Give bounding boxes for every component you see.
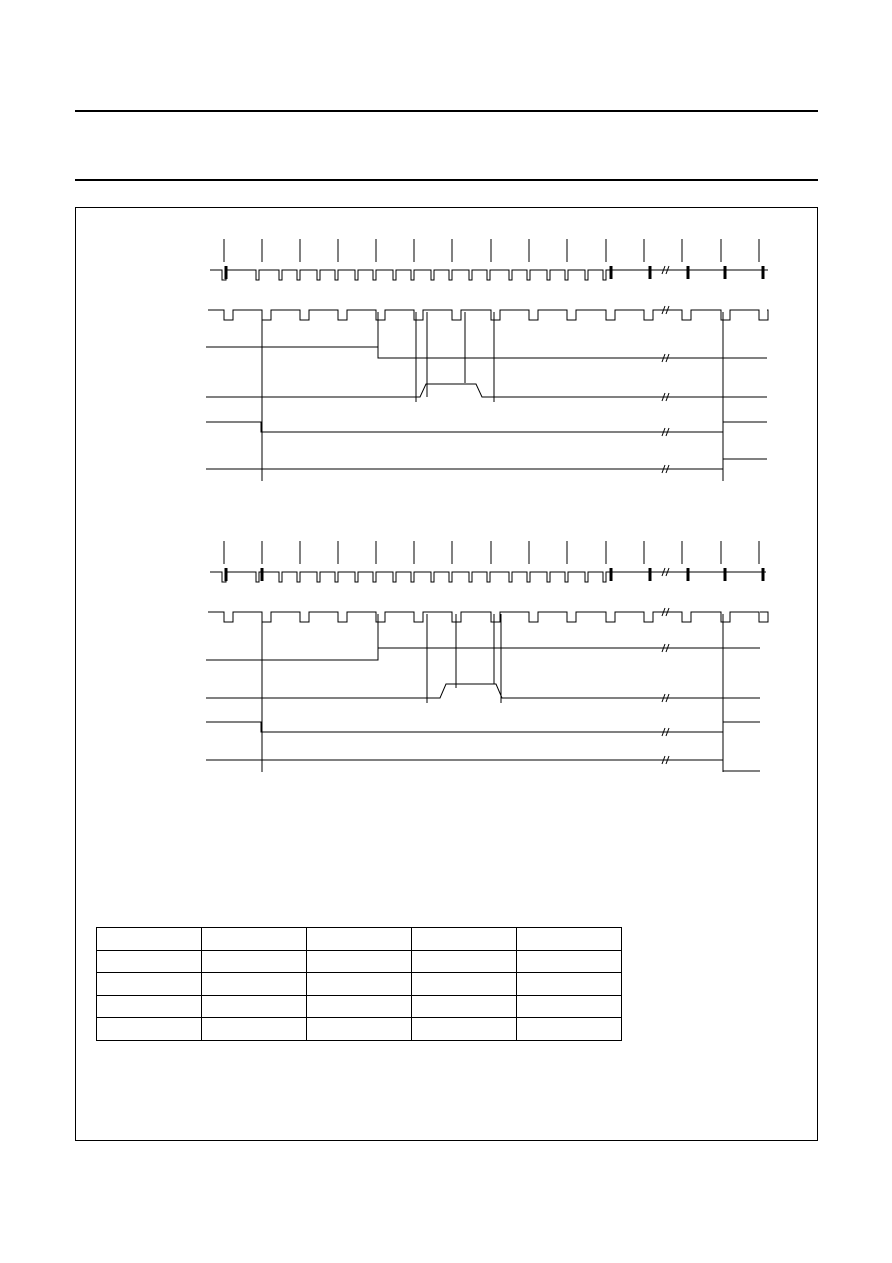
table-row (97, 1018, 622, 1041)
signal-pulse (206, 384, 767, 397)
table-cell (307, 928, 412, 951)
signal-enable (206, 722, 760, 732)
table-cell (202, 995, 307, 1018)
signal-output (206, 760, 760, 771)
table-cell (97, 995, 202, 1018)
table-cell (517, 973, 622, 996)
signal-data (206, 347, 767, 358)
table-cell (97, 950, 202, 973)
table-cell (517, 928, 622, 951)
table-cell (412, 995, 517, 1018)
table-row (97, 928, 622, 951)
table-cell (97, 928, 202, 951)
table-cell (307, 1018, 412, 1041)
table-cell (202, 950, 307, 973)
table-cell (517, 995, 622, 1018)
signal-pulse (206, 684, 760, 698)
signal-enable (206, 422, 767, 432)
timing-diagram-top (206, 239, 768, 481)
timing-diagram-bottom (206, 541, 768, 772)
table-cell (307, 973, 412, 996)
signal-clock-sync (210, 270, 768, 280)
table-cell (202, 973, 307, 996)
table-cell (412, 928, 517, 951)
table-cell (517, 1018, 622, 1041)
table-cell (307, 995, 412, 1018)
signal-output (206, 459, 767, 469)
table-cell (202, 928, 307, 951)
table-cell (307, 950, 412, 973)
table-row (97, 973, 622, 996)
table-cell (517, 950, 622, 973)
signal-clock (208, 310, 768, 320)
signal-data (206, 648, 760, 660)
signal-clock-sync (210, 572, 766, 582)
table-cell (202, 1018, 307, 1041)
table-cell (97, 973, 202, 996)
table-cell (412, 973, 517, 996)
table-row (97, 995, 622, 1018)
table-row (97, 950, 622, 973)
table-cell (412, 1018, 517, 1041)
signal-clock (208, 612, 768, 622)
table-cell (97, 1018, 202, 1041)
table-cell (412, 950, 517, 973)
timing-table (96, 927, 622, 1041)
